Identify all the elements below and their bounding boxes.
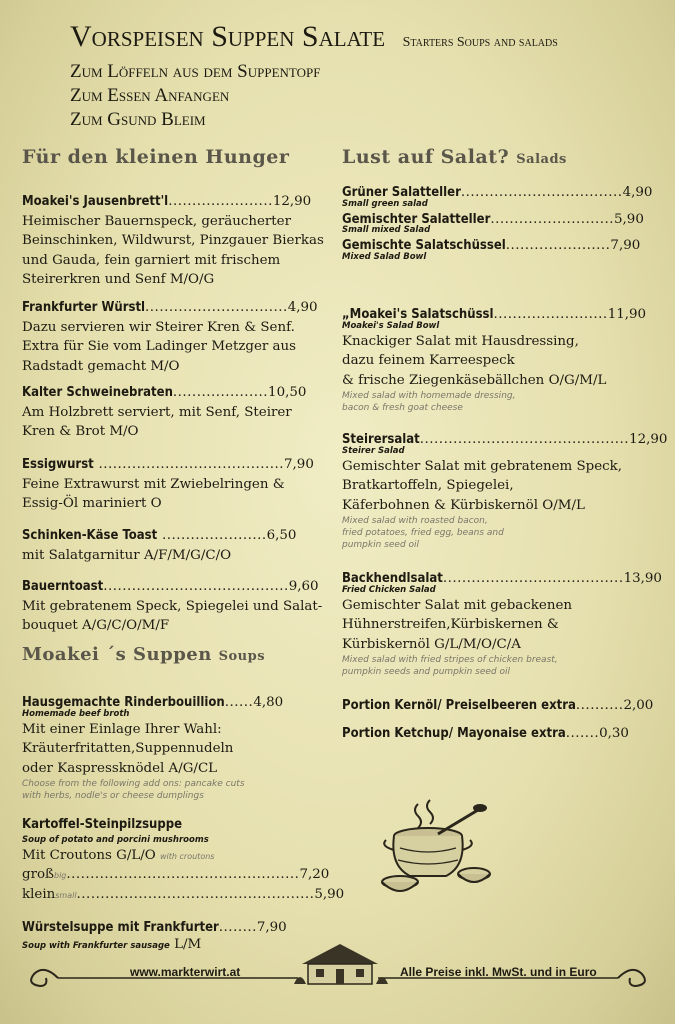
- item-desc: Essig-Öl mariniert O: [22, 496, 162, 511]
- dot-leader: ..........: [575, 698, 624, 713]
- footer-price-note: Alle Preise inkl. MwSt. und in Euro: [400, 965, 597, 979]
- soup-item: [22, 918, 287, 954]
- dot-leader: .......................................: [103, 579, 289, 594]
- item-name: Gemischte Salatschüssel: [342, 238, 506, 253]
- item-desc-en: Mixed salad with fried stripes of chicken breast,: [342, 655, 558, 665]
- inn-house-icon: [292, 938, 390, 988]
- dot-leader: ..................................................: [76, 886, 315, 902]
- item-price: 7,20: [299, 867, 330, 882]
- extra-price: 2,00: [623, 698, 654, 713]
- dot-leader: ......................: [168, 194, 273, 209]
- section-title-salads: [342, 146, 567, 168]
- section-title-small-hunger: Für den kleinen Hunger: [22, 146, 290, 168]
- item-price: 7,90: [610, 238, 641, 253]
- extra-price: 0,30: [599, 725, 629, 741]
- item-name: Backhendlsalat: [342, 571, 443, 586]
- dot-leader: ....................: [172, 385, 269, 400]
- item-desc: Mit Croutons G/L/O: [22, 847, 156, 863]
- salad-item: [342, 430, 667, 551]
- section-title-soups: [22, 644, 265, 665]
- dot-leader: .......................................: [93, 457, 285, 472]
- item-desc: Beinschinken, Wildwurst, Pinzgauer Bierkas: [22, 233, 324, 248]
- item-name-en: Moakei's Salad Bowl: [342, 320, 440, 331]
- item-desc: Steirerkren und Senf M/O/G: [22, 272, 215, 287]
- item-name: Bauerntoast: [22, 579, 104, 594]
- item-desc: Käferbohnen & Kürbiskernöl O/M/L: [342, 497, 585, 513]
- item-name: Grüner Salatteller: [342, 185, 461, 200]
- dot-leader: ......................: [157, 528, 267, 543]
- dot-leader: ............................................: [419, 432, 630, 447]
- header-line: Zum Löffeln aus dem Suppentopf: [70, 61, 321, 82]
- item-desc: Kren & Brot M/O: [22, 424, 139, 439]
- item-desc-en: bacon & fresh goat cheese: [342, 403, 463, 413]
- soup-pot-illustration: [378, 796, 494, 898]
- salad-item: [342, 305, 646, 414]
- item-desc: Mit gebratenem Speck, Spiegelei und Salat-: [22, 598, 323, 614]
- item-name-en: Steirer Salad: [342, 445, 405, 456]
- item-name: Hausgemachte Rinderbouillion: [22, 695, 225, 710]
- salad-simple-list: [342, 183, 652, 263]
- item-desc: Radstadt gemacht M/O: [22, 358, 180, 374]
- menu-item: [22, 577, 322, 636]
- soup-item: [22, 693, 283, 802]
- extras-list: [342, 696, 653, 743]
- footer-website[interactable]: www.markterwirt.at: [130, 965, 241, 979]
- item-desc: Kräuterfritatten,Suppennudeln: [22, 741, 234, 756]
- item-name: Steirersalat: [342, 432, 420, 447]
- item-price: 5,90: [314, 886, 345, 902]
- menu-item: [22, 383, 306, 442]
- dot-leader: ......: [224, 695, 254, 710]
- item-desc: Gemischter Salat mit gebackenen: [342, 597, 573, 613]
- dot-leader: ......................................: [442, 571, 624, 586]
- item-name-en: Fried Chicken Salad: [342, 584, 436, 595]
- dot-leader: ..................................: [460, 185, 623, 200]
- extra-name: Portion Kernöl/ Preiselbeeren extra: [342, 698, 576, 713]
- header-lines: [70, 60, 320, 132]
- dot-leader: ........................: [493, 307, 608, 322]
- item-name-en: Small green salad: [342, 198, 428, 209]
- item-desc: Mit einer Einlage Ihrer Wahl:: [22, 721, 222, 737]
- item-price: 11,90: [607, 307, 647, 322]
- salads-title-de: Lust auf Salat?: [342, 146, 510, 168]
- item-desc: Kürbiskernöl G/L/M/O/C/A: [342, 636, 521, 652]
- dot-leader: ........: [218, 920, 257, 935]
- item-desc: und Gauda, fein garniert mit frischem: [22, 252, 281, 268]
- item-price: 12,90: [272, 194, 312, 209]
- item-desc-en: fried potatoes, fried egg, beans and: [342, 528, 504, 538]
- title-de: Vorspeisen Suppen Salate: [70, 20, 386, 53]
- item-price: 4,80: [253, 695, 284, 710]
- item-desc: Am Holzbrett serviert, mit Senf, Steirer: [22, 404, 292, 420]
- item-price: 9,60: [288, 579, 319, 594]
- dot-leader: .................................................: [66, 867, 300, 882]
- item-desc-en: pumpkin seed oil: [342, 540, 420, 550]
- item-price: 12,90: [629, 432, 668, 447]
- item-desc-en: Choose from the following add ons: pancake cuts: [22, 779, 245, 789]
- item-desc-en: with herbs, nodle's or cheese dumplings: [22, 791, 204, 801]
- item-name: Kartoffel-Steinpilzsuppe: [22, 817, 183, 832]
- item-name: „Moakei's Salatschüssl: [342, 307, 494, 322]
- soup-item: [22, 815, 344, 904]
- item-desc: Heimischer Bauernspeck, geräucherter: [22, 213, 291, 229]
- item-desc: mit Salatgarnitur A/F/M/G/C/O: [22, 547, 232, 563]
- item-name-en: Mixed Salad Bowl: [342, 251, 427, 262]
- item-desc: Gemischter Salat mit gebratenem Speck,: [342, 458, 623, 474]
- dot-leader: ..............................: [145, 300, 288, 315]
- item-desc: Feine Extrawurst mit Zwiebelringen &: [22, 476, 285, 492]
- header-line: Zum Gsund Bleim: [70, 109, 206, 130]
- item-desc: Dazu servieren wir Steirer Kren & Senf.: [22, 319, 295, 335]
- menu-item: [22, 192, 324, 290]
- item-desc: Bratkartoffeln, Spiegelei,: [342, 478, 514, 493]
- size-label-en: big: [53, 871, 67, 880]
- soups-title-de: Moakei ´s Suppen: [22, 644, 212, 665]
- salads-title-en: Salads: [516, 152, 567, 167]
- item-desc-en: Mixed salad with homemade dressing,: [342, 391, 516, 401]
- page-title: [70, 20, 558, 54]
- dot-leader: ......................: [505, 238, 611, 253]
- item-name-en: Soup with Frankfurter sausage: [22, 940, 170, 951]
- item-desc: Hühnerstreifen,Kürbiskernen &: [342, 617, 559, 632]
- item-price: 7,90: [256, 920, 287, 935]
- item-price: 5,90: [614, 211, 644, 227]
- title-en: Starters Soups and salads: [402, 35, 558, 50]
- menu-item: [22, 455, 314, 514]
- item-allergens: L/M: [174, 936, 202, 952]
- item-desc: dazu feinem Karreespeck: [342, 353, 515, 368]
- menu-item: [22, 526, 296, 565]
- item-desc: & frische Ziegenkäsebällchen O/G/M/L: [342, 372, 607, 388]
- item-name: Schinken-Käse Toast: [22, 528, 158, 543]
- header-line: Zum Essen Anfangen: [70, 85, 230, 106]
- size-label: groß: [22, 867, 54, 882]
- item-name: Kalter Schweinebraten: [22, 385, 173, 400]
- item-desc-en: Mixed salad with roasted bacon,: [342, 516, 488, 526]
- item-name: Frankfurter Würstl: [22, 300, 146, 315]
- item-name: Würstelsuppe mit Frankfurter: [22, 920, 219, 935]
- extra-name: Portion Ketchup/ Mayonaise extra: [342, 725, 566, 741]
- item-name-en: Small mixed Salad: [342, 225, 431, 235]
- item-desc-en: pumpkin seeds and pumpkin seed oil: [342, 667, 511, 677]
- item-name: Moakei's Jausenbrett'l: [22, 194, 169, 209]
- item-desc-en: with croutons: [160, 851, 215, 861]
- item-name-en: Homemade beef broth: [22, 708, 130, 719]
- dot-leader: ..........................: [490, 211, 615, 227]
- soups-title-en: Soups: [218, 649, 266, 664]
- salad-item: [342, 569, 662, 678]
- dot-leader: .......: [565, 725, 600, 741]
- item-price: 13,90: [623, 571, 662, 586]
- item-price: 10,50: [268, 385, 307, 400]
- item-name: Essigwurst: [22, 457, 94, 472]
- item-price: 7,90: [284, 457, 314, 472]
- menu-item: [22, 298, 318, 376]
- size-label-en: small: [55, 890, 77, 900]
- item-desc: oder Kaspressknödel A/G/CL: [22, 760, 218, 776]
- item-desc: bouquet A/G/C/O/M/F: [22, 618, 170, 633]
- item-desc: Extra für Sie vom Ladinger Metzger aus: [22, 339, 297, 354]
- item-name-en: Soup of potato and porcini mushrooms: [22, 834, 209, 845]
- item-price: 4,90: [622, 185, 653, 200]
- item-price: 4,90: [287, 300, 318, 315]
- item-price: 6,50: [266, 528, 297, 543]
- item-desc: Knackiger Salat mit Hausdressing,: [342, 333, 579, 349]
- item-name: Gemischter Salatteller: [342, 211, 491, 227]
- size-label: klein: [22, 886, 56, 902]
